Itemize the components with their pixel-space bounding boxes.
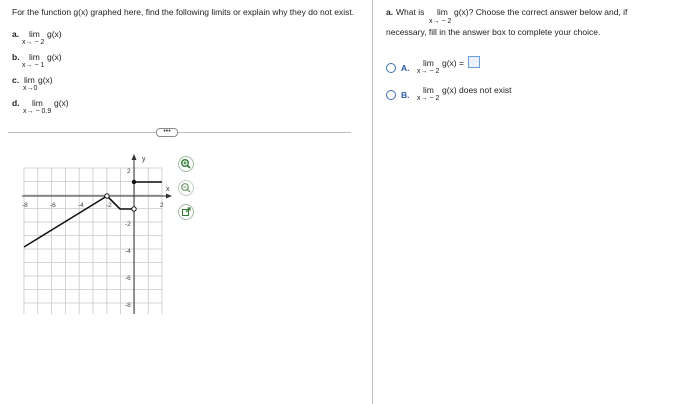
function-name: g(x) [47,52,62,62]
y-axis-arrow [132,154,137,160]
x-axis-arrow [166,194,172,199]
y-tick-label: 2 [127,168,131,175]
expand-button[interactable]: ••• [156,128,178,137]
lim-subscript: x→ − 0.9 [23,108,52,115]
y-tick-labels [125,168,131,309]
x-tick-label: -2 [106,202,112,209]
lim-word: lim [437,7,448,17]
option-a-radio[interactable] [386,63,396,73]
option-b-text: g(x) does not exist [442,85,512,95]
question-text: For the function g(x) graphed here, find the following limits or explain why they do not exist. [12,7,355,17]
y-tick-label: -6 [125,275,131,282]
graph-tools [178,156,196,228]
zoom-out-icon[interactable] [178,180,194,196]
external-link-icon[interactable] [178,204,194,220]
option-b-radio[interactable] [386,90,396,100]
x-tick-label: -8 [22,202,28,209]
lim-subscript: x→ − 2 [429,18,452,25]
lim-subscript: x→ − 2 [22,39,45,46]
y-tick-label: -4 [125,248,131,255]
lim-word: lim [29,52,40,62]
x-axis-label: x [166,186,170,193]
x-tick-label: 2 [160,202,164,209]
part-label: a. [386,7,394,17]
zoom-in-icon[interactable] [178,156,194,172]
y-axis-label: y [142,156,146,163]
y-tick-label: -8 [125,302,131,309]
answer-input-box[interactable] [468,56,480,68]
function-graph [22,154,172,314]
x-tick-label: -4 [78,202,84,209]
panel-divider [372,0,373,404]
lim-word: lim [423,58,434,68]
open-point [132,207,136,211]
closed-point [132,180,136,184]
lim-word: lim [29,29,40,39]
lim-word: lim [423,85,434,95]
question-suffix: g(x)? Choose the correct answer below and, if [454,7,628,17]
part-letter: c. [12,75,20,85]
lim-subscript: x→ − 2 [417,95,440,102]
answer-panel [374,0,700,404]
graph-grid [24,168,162,314]
y-tick-label: -2 [125,221,131,228]
lim-subscript: x→ − 1 [22,62,45,69]
question-prefix: What is [396,7,425,17]
option-a-text: g(x) = [442,58,464,68]
lim-subscript: x→ − 2 [417,68,440,75]
part-letter: a. [12,29,20,39]
open-point [105,194,109,198]
question-line2: necessary, fill in the answer box to complete your choice. [386,27,601,37]
function-name: g(x) [47,29,62,39]
x-tick-label: -6 [50,202,56,209]
option-b-letter: B. [401,90,410,100]
section-divider [8,132,351,133]
part-letter: d. [12,98,20,108]
lim-word: lim [32,98,43,108]
option-a-letter: A. [401,63,410,73]
function-name: g(x) [54,98,69,108]
lim-subscript: x→0 [23,85,38,92]
part-letter: b. [12,52,20,62]
lim-word: lim [24,75,35,85]
function-name: g(x) [38,75,53,85]
